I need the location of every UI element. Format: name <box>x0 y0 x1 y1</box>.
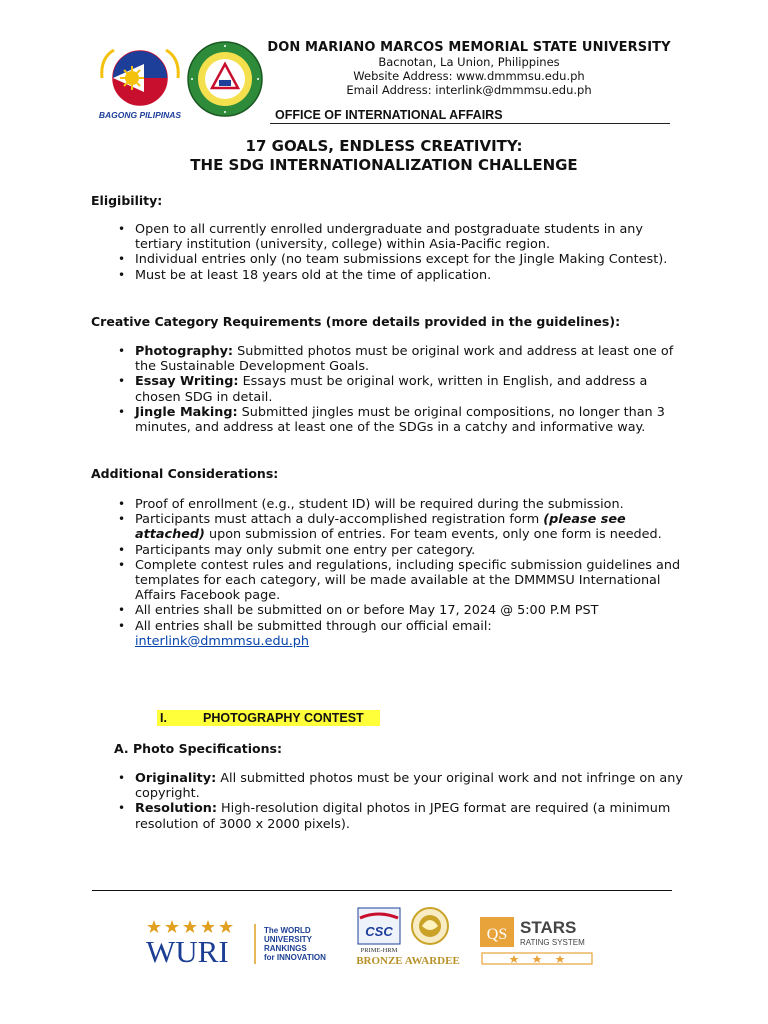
list-item: • Participants may only submit one entry per category. <box>118 543 683 558</box>
item-text: High-resolution digital photos in JPEG format are required (a minimum resolution of 3000 x 2000 pixels). <box>135 801 671 832</box>
additional-heading: Additional Considerations: <box>91 466 279 481</box>
photo-specs-list <box>118 771 683 832</box>
svg-text:RATING SYSTEM: RATING SYSTEM <box>520 938 585 947</box>
item-text: Participants must attach a duly-accomplished registration form <box>135 512 544 528</box>
title-line-2: THE SDG INTERNATIONALIZATION CHALLENGE <box>190 156 578 174</box>
list-item: • Individual entries only (no team submissions except for the Jingle Making Contest). <box>118 252 683 267</box>
wuri-logo <box>146 920 336 966</box>
list-item <box>118 405 683 435</box>
creative-list <box>118 344 683 435</box>
item-text: Submitted jingles must be original compositions, no longer than 3 minutes, and address at least one of the SDGs in a catchy and informative way. <box>135 404 665 436</box>
list-item <box>118 512 683 542</box>
item-text: upon submission of entries. For team events, only one form is needed. <box>204 527 662 543</box>
section-number: I. <box>160 711 167 725</box>
title-line-1: 17 GOALS, ENDLESS CREATIVITY: <box>245 137 523 155</box>
svg-text:The WORLD: The WORLD <box>264 926 311 935</box>
svg-text:STARS: STARS <box>520 918 577 937</box>
university-location: Bacnotan, La Union, Philippines <box>378 55 560 69</box>
item-text: Submitted photos must be original work and address at least one of the Sustainable Development Goals. <box>135 344 674 375</box>
item-label: Originality: <box>135 771 217 786</box>
item-text: All submitted photos must be your original work and not infringe on any copyright. <box>135 771 683 802</box>
svg-text:PRIME-HRM: PRIME-HRM <box>360 947 398 954</box>
svg-text:QS: QS <box>486 926 508 943</box>
item-text: Essays must be original work, written in English, and address a chosen SDG in detail. <box>135 374 648 405</box>
office-name: OFFICE OF INTERNATIONAL AFFAIRS <box>275 108 503 122</box>
list-item: • All entries shall be submitted on or before May 17, 2024 @ 5:00 P.M PST <box>118 603 683 618</box>
university-name: DON MARIANO MARCOS MEMORIAL STATE UNIVERSITY <box>267 40 671 55</box>
university-header <box>264 40 674 97</box>
qs-stars-logo <box>480 915 595 967</box>
star-icon <box>147 920 233 933</box>
section-title: PHOTOGRAPHY CONTEST <box>203 711 364 725</box>
csc-bronze-awardee-logo <box>356 906 460 968</box>
eligibility-list <box>118 222 683 283</box>
item-label: Jingle Making: <box>135 404 238 420</box>
list-item: • Complete contest rules and regulations, including specific submission guidelines and templates for each category, will be made available at the DMMMSU International Affairs Facebook page. <box>118 558 683 604</box>
svg-text:WURI: WURI <box>146 934 229 966</box>
eligibility-heading: Eligibility: <box>91 193 163 208</box>
university-seal-logo <box>186 40 264 118</box>
list-item <box>118 374 683 404</box>
svg-text:RANKINGS: RANKINGS <box>264 944 307 953</box>
list-item <box>118 619 683 649</box>
item-text: All entries shall be submitted through our official email: <box>135 618 492 634</box>
list-item <box>118 801 683 831</box>
item-emphasis: (please see attached) <box>135 512 626 543</box>
svg-text:CSC: CSC <box>365 924 393 939</box>
svg-text:UNIVERSITY: UNIVERSITY <box>264 935 313 944</box>
footer-divider <box>92 890 672 891</box>
creative-heading: Creative Category Requirements (more details provided in the guidelines): <box>91 314 621 329</box>
item-label: Resolution: <box>135 801 217 817</box>
list-item: • Open to all currently enrolled undergraduate and postgraduate students in any tertiary institution (university, college) within Asia-Pacific region. <box>118 222 683 252</box>
email-link[interactable]: interlink@dmmmsu.edu.ph <box>135 633 310 649</box>
document-title <box>0 137 768 175</box>
photo-specs-heading: A. Photo Specifications: <box>114 741 282 756</box>
svg-text:for INNOVATION: for INNOVATION <box>264 953 326 962</box>
list-item: • Must be at least 18 years old at the time of application. <box>118 268 683 283</box>
list-item: • Proof of enrollment (e.g., student ID) will be required during the submission. <box>118 497 683 512</box>
item-label: Essay Writing: <box>135 374 239 390</box>
header-divider <box>270 123 670 124</box>
svg-text:BRONZE AWARDEE: BRONZE AWARDEE <box>356 955 460 967</box>
photography-contest-heading <box>157 710 380 726</box>
list-item <box>118 344 683 374</box>
bagong-pilipinas-logo <box>94 44 186 122</box>
item-label: Photography: <box>135 344 234 359</box>
svg-text:BAGONG PILIPINAS: BAGONG PILIPINAS <box>98 110 182 120</box>
list-item <box>118 771 683 801</box>
email-address: Email Address: interlink@dmmmsu.edu.ph <box>346 83 592 97</box>
additional-list <box>118 497 683 649</box>
website-address: Website Address: www.dmmmsu.edu.ph <box>353 69 585 83</box>
